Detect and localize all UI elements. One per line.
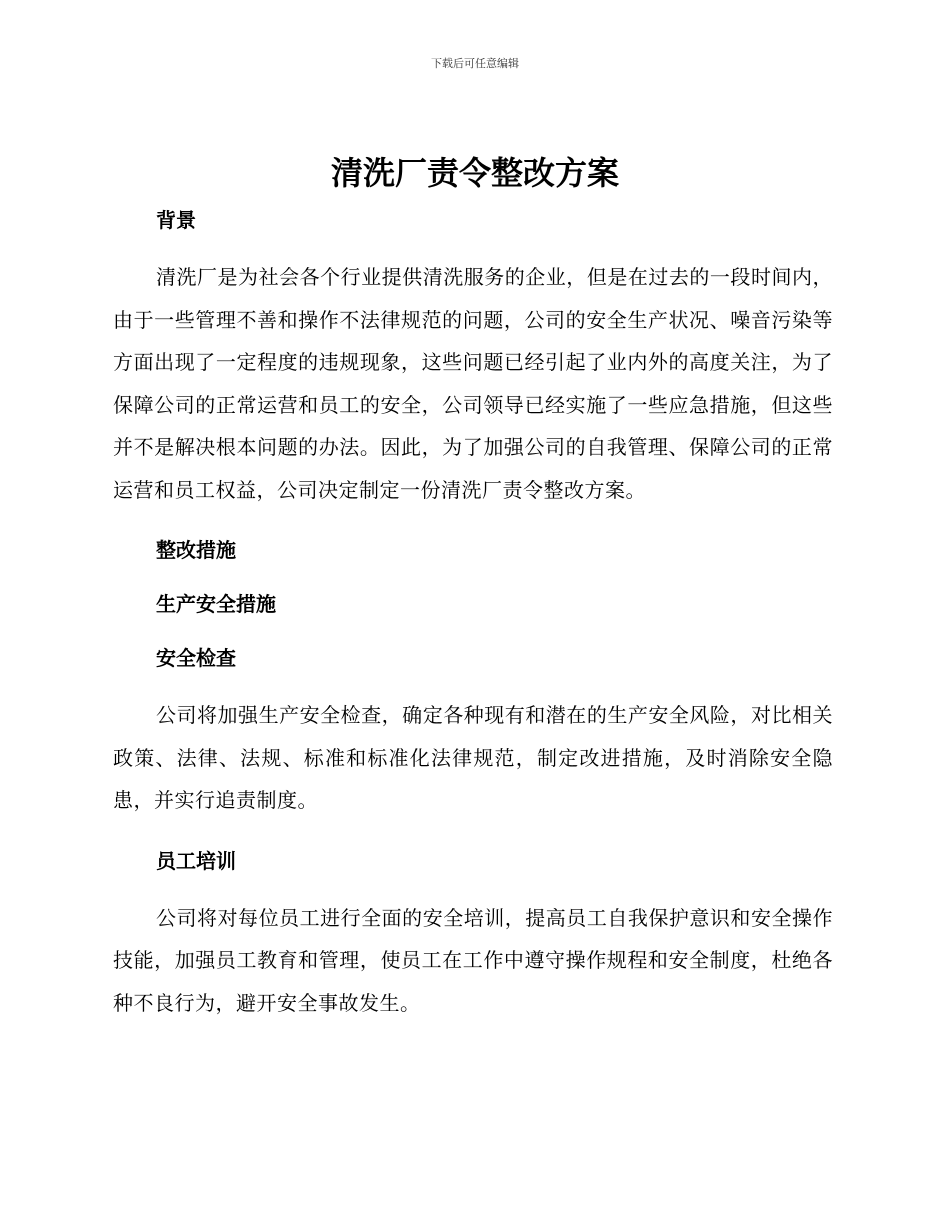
document-body (113, 206, 833, 1024)
safety-check-paragraph: 公司将加强生产安全检查，确定各种现有和潜在的生产安全风险，对比相关政策、法律、法规、标准和标准化法律规范，制定改进措施，及时消除安全隐患，并实行追责制度。 (113, 703, 833, 812)
training-paragraph: 公司将对每位员工进行全面的安全培训，提高员工自我保护意识和安全操作技能，加强员工教育和管理，使员工在工作中遵守操作规程和安全制度，杜绝各种不良行为，避开安全事故发生。 (113, 905, 833, 1015)
header-note: 下载后可任意编辑 (431, 57, 519, 70)
document-title: 清洗厂责令整改方案 (330, 154, 619, 192)
production-safety-heading: 生产安全措施 (156, 592, 276, 616)
measures-heading: 整改措施 (156, 538, 236, 562)
background-heading: 背景 (156, 208, 196, 232)
safety-check-heading: 安全检查 (156, 646, 236, 670)
training-heading: 员工培训 (156, 848, 236, 873)
background-paragraph: 清洗厂是为社会各个行业提供清洗服务的企业，但是在过去的一段时间内，由于一些管理不善和操作不法律规范的问题，公司的安全生产状况、噪音污染等方面出现了一定程度的违规现象，这些问题已经引起了业内外的高度关注，为了保障公司的正常运营和员工的安全，公司领导已经实施了一些应急措施，但这些并不是解决根本问题的办法。因此，为了加强公司的自我管理、保障公司的正常运营和员工权益，公司决定制定一份清洗厂责令整改方案。 (113, 265, 833, 502)
